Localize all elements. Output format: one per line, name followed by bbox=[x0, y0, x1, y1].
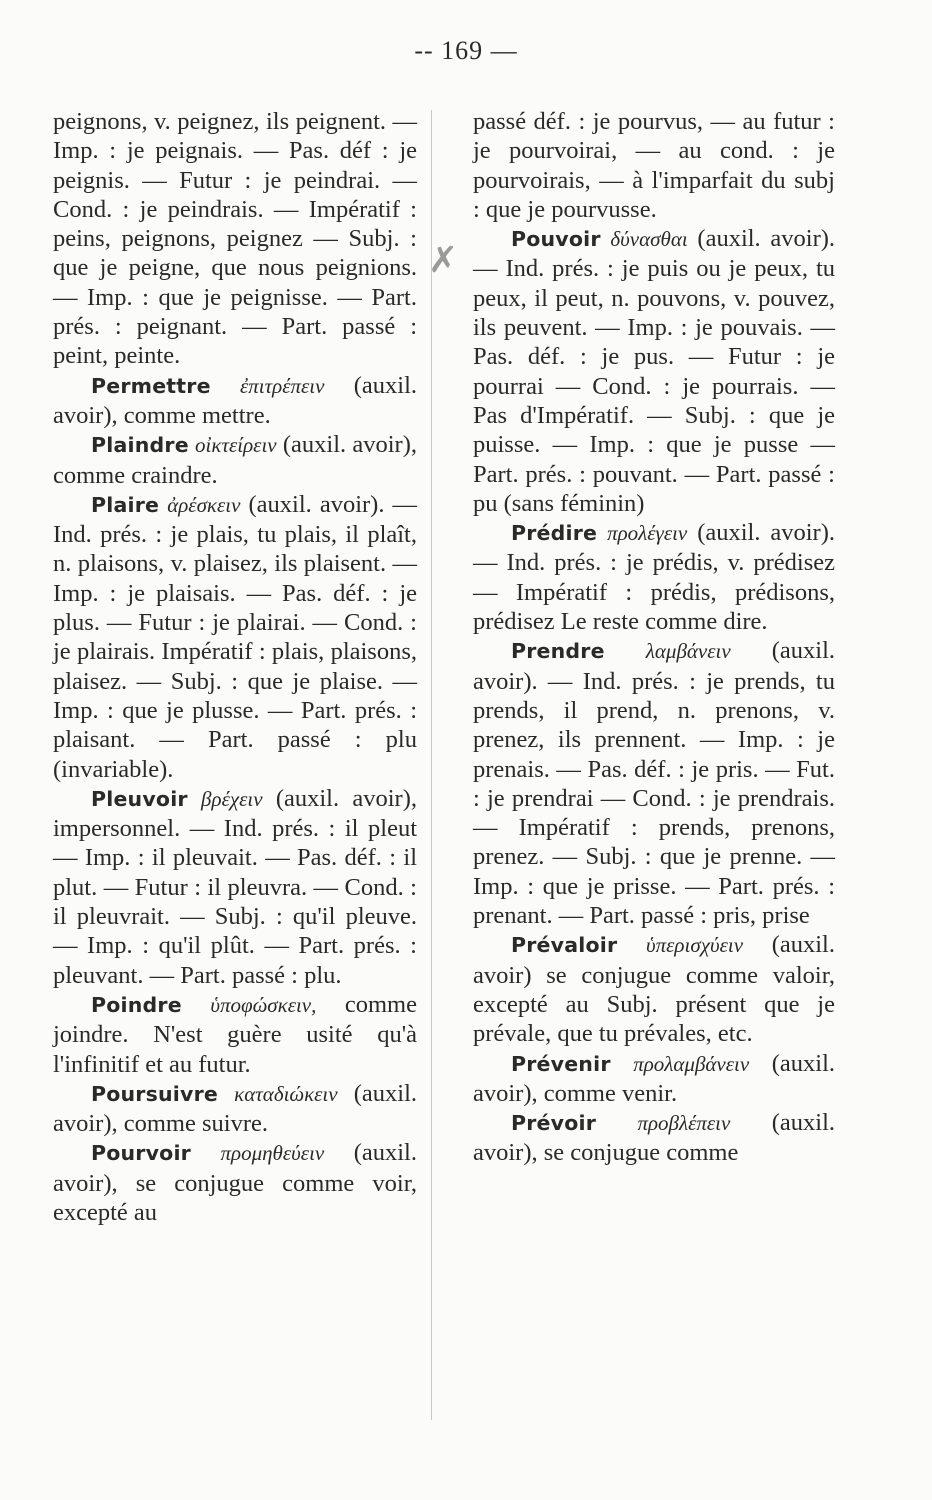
entry-pourvoir bbox=[53, 1138, 417, 1227]
entry-poursuivre bbox=[53, 1079, 417, 1139]
entry-text: (auxil. avoir). — Ind. prés. : je prédis, v. prédisez — Impératif : prédis, prédisons, prédisez Le reste comme dire. bbox=[473, 519, 835, 636]
entry-poindre bbox=[53, 990, 417, 1079]
headword: Plaindre bbox=[91, 433, 189, 458]
entry-text: (auxil. avoir), comme mettre. bbox=[53, 371, 418, 429]
page-number: -- 169 — bbox=[414, 36, 518, 65]
entry-text: (auxil. avoir), comme craindre. bbox=[53, 431, 417, 489]
entry-prendre bbox=[473, 636, 835, 930]
entry-prevoir bbox=[473, 1108, 835, 1168]
greek-translation: ὑποφώσκειν, bbox=[210, 992, 317, 1017]
entry-prevenir bbox=[473, 1049, 835, 1109]
headword: Pleuvoir bbox=[91, 786, 188, 811]
entry-text: (auxil. avoir), se conjugue comme bbox=[473, 1109, 836, 1167]
greek-translation: προβλέπειν bbox=[637, 1111, 731, 1136]
entry-text: (auxil. avoir). — Ind. prés. : je puis ou je peux, tu peux, il peut, n. pouvons, v. pouvez, ils peuvent. — Imp. : je pouvais. — Pas. déf. : je pus. — Futur : je pourrai — Cond. : je pourrais. — Pas d'Impératif. — Subj. : que je puisse. — Imp. : que je pusse — Part. prés. : pouvant. — Part. passé : pu (sans féminin) bbox=[473, 225, 836, 517]
entry-peindre-cont bbox=[53, 107, 417, 371]
entry-text: (auxil. avoir), comme venir. bbox=[473, 1049, 836, 1107]
greek-translation: δύνασθαι bbox=[610, 227, 688, 252]
greek-translation: ἐπιτρέπειν bbox=[240, 373, 325, 398]
entry-text: comme joindre. N'est guère usité qu'à l'infinitif et au futur. bbox=[53, 990, 417, 1078]
entry-text: peignons, v. peignez, ils peignent. — Imp. : je peignais. — Pas. déf : je peignis. — Futur : je peindrai. — Cond. : je peindrais. — Impératif : peins, peignons, peignez — Subj. : que je peigne, que nous peignions. — Imp. : que je peignisse. — Part. prés. : peignant. — Part. passé : peint, peinte. bbox=[53, 108, 417, 370]
entry-text: (auxil. avoir), comme suivre. bbox=[53, 1079, 418, 1138]
headword: Poursuivre bbox=[91, 1081, 219, 1106]
headword: Prendre bbox=[511, 639, 605, 664]
column-divider bbox=[431, 110, 432, 1420]
greek-translation: προλέγειν bbox=[607, 521, 688, 546]
pencil-check-mark: ✗ bbox=[428, 240, 459, 281]
greek-translation: καταδιώκειν bbox=[234, 1081, 338, 1106]
entry-text: (auxil. avoir). — Ind. prés. : je prends, tu prends, il prend, n. prenons, v. prenez, ils prennent. — Imp. : je prenais. — Pas. déf. : je pris. — Fut. : je prendrai — Cond. : je prendrais. — Impératif : prends, prenons, prenez. — Subj. : que je prenne. — Imp. : que je prisse. — Part. prés. : prenant. — Part. passé : pris, prise bbox=[473, 637, 836, 930]
greek-translation: προλαμβάνειν bbox=[633, 1051, 750, 1076]
entry-pouvoir bbox=[473, 224, 835, 518]
headword: Prévenir bbox=[511, 1051, 611, 1076]
headword: Permettre bbox=[91, 373, 211, 398]
left-column bbox=[53, 107, 417, 1227]
headword: Prédire bbox=[511, 521, 598, 546]
headword: Poindre bbox=[91, 992, 182, 1017]
greek-translation: ὑπερισχύειν bbox=[646, 933, 744, 958]
right-column bbox=[473, 107, 835, 1168]
greek-translation: προμηθεύειν bbox=[220, 1141, 325, 1166]
entry-text: (auxil. avoir). — Ind. prés. : je plais, tu plais, il plaît, n. plaisons, v. plaisez, ils plaisent. — Imp. : je plaisais. — Pas. déf. : je plus. — Futur : je plairai. — Cond. : je plairais. Impératif : plais, plaisons, plaisez. — Subj. : que je plaise. — Imp. : que je plusse. — Part. prés. : plaisant. — Part. passé : plu (invariable). bbox=[53, 490, 418, 783]
entry-pleuvoir bbox=[53, 784, 417, 990]
greek-translation: λαμβάνειν bbox=[645, 639, 731, 664]
entry-prevaloir bbox=[473, 930, 835, 1048]
headword: Prévaloir bbox=[511, 933, 618, 958]
greek-translation: ἀρέσκειν bbox=[167, 492, 241, 517]
headword: Pourvoir bbox=[91, 1141, 191, 1166]
entry-text: (auxil. avoir) se conjugue comme valoir, excepté au Subj. présent que je prévale, que tu prévales, etc. bbox=[473, 931, 835, 1048]
entry-text: (auxil. avoir), impersonnel. — Ind. prés. : il pleut — Imp. : il pleuvait. — Pas. déf. : il plut. — Futur : il pleuvra. — Cond. : il pleuvrait. — Subj. : qu'il pleuve. — Imp. : qu'il plût. — Part. prés. : pleuvant. — Part. passé : plu. bbox=[53, 784, 417, 989]
entry-predire bbox=[473, 518, 835, 636]
entry-text: passé déf. : je pourvus, — au futur : je pourvoirai, — au cond. : je pourvoirais, — à l'imparfait du subj : que je pourvusse. bbox=[473, 108, 835, 223]
entry-plaire bbox=[53, 490, 417, 784]
entry-text: (auxil. avoir), se conjugue comme voir, excepté au bbox=[53, 1139, 417, 1226]
headword: Prévoir bbox=[511, 1111, 597, 1136]
greek-translation: οἰκτείρειν bbox=[195, 433, 277, 458]
entry-plaindre bbox=[53, 430, 417, 490]
entry-permettre bbox=[53, 371, 417, 431]
greek-translation: βρέχειν bbox=[201, 786, 263, 811]
headword: Plaire bbox=[91, 492, 160, 517]
headword: Pouvoir bbox=[511, 227, 601, 252]
entry-pourvoir-cont bbox=[473, 107, 835, 224]
